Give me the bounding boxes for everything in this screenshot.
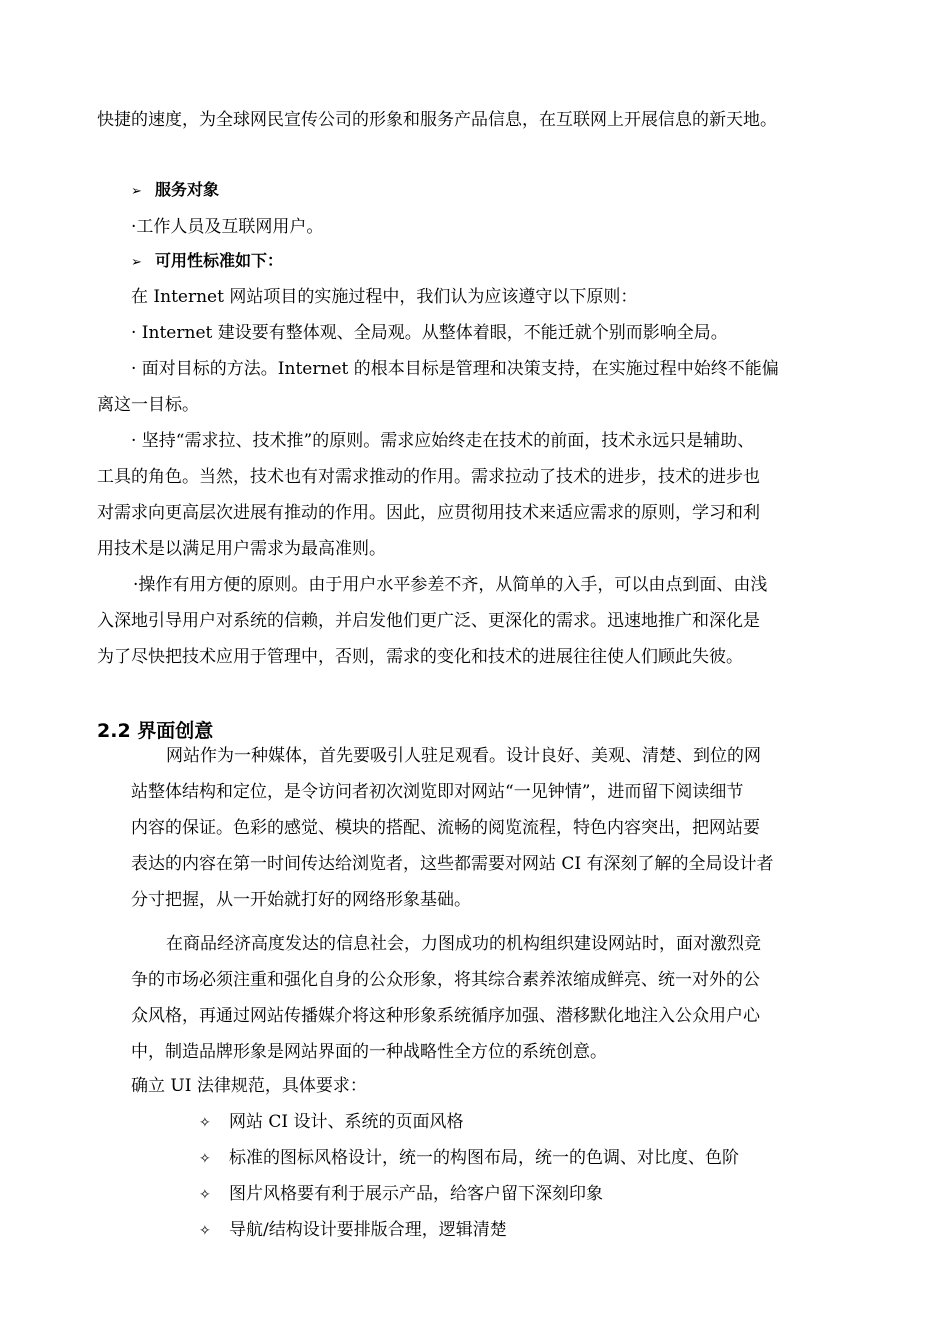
- section-p2-line-1: 在商品经济高度发达的信息社会，力图成功的机构组织建设网站时，面对激烈竞: [166, 934, 761, 954]
- section-title: 2.2 界面创意: [97, 720, 214, 742]
- service-heading-label: 服务对象: [155, 180, 220, 199]
- section-p1-line-3: 内容的保证。色彩的感觉、模块的搭配、流畅的阅览流程，特色内容突出，把网站要: [131, 818, 760, 838]
- ui-spec-item: [199, 1218, 507, 1242]
- usability-heading: [131, 249, 283, 273]
- section-p1-line-4: 表达的内容在第一时间传达给浏览者，这些都需要对网站 CI 有深刻了解的全局设计者: [131, 854, 774, 874]
- principle-3-line-2: 工具的角色。当然，技术也有对需求推动的作用。需求拉动了技术的进步，技术的进步也: [97, 467, 760, 487]
- ui-spec-item: [199, 1110, 464, 1134]
- top-paragraph-line: 快捷的速度，为全球网民宣传公司的形象和服务产品信息，在互联网上开展信息的新天地。: [97, 110, 777, 130]
- principle-4-line-1: ·操作有用方便的原则。由于用户水平参差不齐，从简单的入手，可以由点到面、由浅: [133, 575, 768, 595]
- section-p1-line-2: 站整体结构和定位，是令访问者初次浏览即对网站“一见钟情”，进而留下阅读细节: [131, 782, 744, 802]
- ui-spec-intro: 确立 UI 法律规范，具体要求：: [131, 1076, 367, 1096]
- principle-2-line-2: 离这一目标。: [97, 395, 199, 415]
- diamond-bullet-icon: ✧: [199, 1223, 211, 1239]
- principle-3-line-4: 用技术是以满足用户需求为最高准则。: [97, 539, 386, 559]
- principle-3-line-1: · 坚持“需求拉、技术推”的原则。需求应始终走在技术的前面，技术永远只是辅助、: [131, 431, 755, 451]
- usability-intro: 在 Internet 网站项目的实施过程中，我们认为应该遵守以下原则：: [131, 287, 638, 307]
- arrow-bullet-icon: ➢: [131, 184, 142, 199]
- service-heading: [131, 178, 219, 202]
- service-text: ·工作人员及互联网用户。: [131, 217, 324, 237]
- section-p1-line-5: 分寸把握，从一开始就打好的网络形象基础。: [131, 890, 471, 910]
- usability-heading-label: 可用性标准如下：: [155, 251, 284, 270]
- principle-1: · Internet 建设要有整体观、全局观。从整体着眼，不能迁就个别而影响全局。: [131, 323, 728, 343]
- diamond-bullet-icon: ✧: [199, 1187, 211, 1203]
- arrow-bullet-icon: ➢: [131, 255, 142, 270]
- ui-spec-item: [199, 1182, 603, 1206]
- ui-spec-item-text: 网站 CI 设计、系统的页面风格: [229, 1112, 464, 1132]
- section-p2-line-4: 中，制造品牌形象是网站界面的一种战略性全方位的系统创意。: [131, 1042, 607, 1062]
- ui-spec-item: [199, 1146, 739, 1170]
- ui-spec-item-text: 标准的图标风格设计，统一的构图布局，统一的色调、对比度、色阶: [229, 1148, 739, 1168]
- section-p2-line-3: 众风格，再通过网站传播媒介将这种形象系统循序加强、潜移默化地注入公众用户心: [131, 1006, 760, 1026]
- principle-4-line-3: 为了尽快把技术应用于管理中，否则，需求的变化和技术的进展往往使人们顾此失彼。: [97, 647, 743, 667]
- diamond-bullet-icon: ✧: [199, 1151, 211, 1167]
- diamond-bullet-icon: ✧: [199, 1115, 211, 1131]
- ui-spec-item-text: 导航/结构设计要排版合理，逻辑清楚: [229, 1220, 507, 1240]
- ui-spec-item-text: 图片风格要有利于展示产品，给客户留下深刻印象: [229, 1184, 603, 1204]
- principle-2-line-1: · 面对目标的方法。Internet 的根本目标是管理和决策支持，在实施过程中始终不能偏: [131, 359, 779, 379]
- section-p1-line-1: 网站作为一种媒体，首先要吸引人驻足观看。设计良好、美观、清楚、到位的网: [166, 746, 761, 766]
- principle-3-line-3: 对需求向更高层次进展有推动的作用。因此，应贯彻用技术来适应需求的原则，学习和利: [97, 503, 760, 523]
- principle-4-line-2: 入深地引导用户对系统的信赖，并启发他们更广泛、更深化的需求。迅速地推广和深化是: [97, 611, 760, 631]
- section-p2-line-2: 争的市场必须注重和强化自身的公众形象，将其综合素养浓缩成鲜亮、统一对外的公: [131, 970, 760, 990]
